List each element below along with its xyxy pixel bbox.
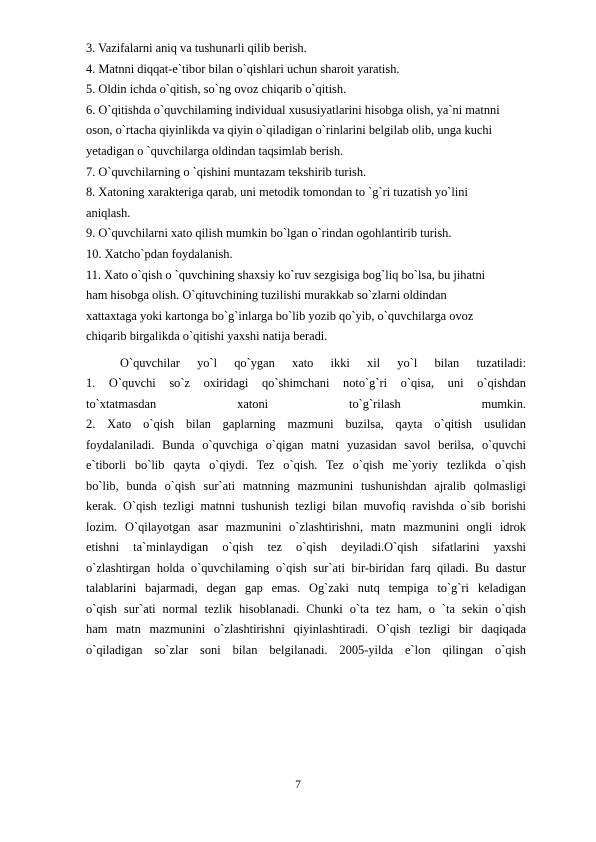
- paragraph-line: e`tiborli bo`lib qayta o`qiydi. Tez o`qish. Tez o`qish me`yoriy tezlikda o`qish: [86, 458, 526, 473]
- list-line: 5. Oldin ichda o`qitish, so`ng ovoz chiqarib o`qitish.: [86, 82, 347, 97]
- list-line: 8. Xatoning xarakteriga qarab, uni metodik tomondan to `g`ri tuzatish yo`lini: [86, 185, 468, 200]
- list-line: 4. Matnni diqqat-e`tibor bilan o`qishlari uchun sharoit yaratish.: [86, 61, 400, 76]
- paragraph-line: o`zlashtirgan holda o`quvchilaming o`qish sur`ati bir-biridan farq qiladi. Bu dastur: [86, 560, 526, 575]
- paragraph-line: O`quvchilar yo`l qo`ygan xato ikki xil yo`l bilan tuzatiladi:: [120, 355, 526, 370]
- page-number: 7: [295, 779, 301, 791]
- body-paragraph: [86, 353, 526, 661]
- list-line: 10. Xatcho`pdan foydalanish.: [86, 246, 233, 261]
- paragraph-line: kerak. O`qish tezligi matnni tushunish tezligi bilan muvofiq ravishda o`sib borishi: [86, 499, 526, 514]
- list-line: oson, o`rtacha qiyinlikda va qiyin o`qiladigan o`rinlarini belgilab olib, unga kuchi: [86, 123, 493, 138]
- list-line: 6. O`qitishda o`quvchilaming individual xususiyatlarini hisobga olish, ya`ni matnni: [86, 102, 500, 117]
- paragraph-line: o`qish sur`ati normal tezlik hisoblanadi. Chunki o`ta tez ham, o `ta sekin o`qish: [86, 601, 526, 616]
- list-line: 11. Xato o`qish o `quvchining shaxsiy ko`ruv sezgisiga bog`liq bo`lsa, bu jihatni: [86, 267, 486, 282]
- paragraph-line: etishni ta`minlaydigan o`qish tez o`qish deyiladi.O`qish sifatlarini yaxshi: [86, 540, 526, 555]
- paragraph-line: lozim. O`qilayotgan asar mazmunini o`zlashtirishni, matn mazmunini ongli idrok: [86, 519, 526, 534]
- recommendation-list: [86, 38, 526, 347]
- list-line: xattaxtaga yoki kartonga bo`g`inlarga bo`lib yozib qo`yib, o`quvchilarga ovoz: [86, 308, 474, 323]
- paragraph-line: to`xtatmasdan xatoni to`g`rilash mumkin.: [86, 396, 526, 411]
- list-line: yetadigan o `quvchilarga oldindan taqsimlab berish.: [86, 143, 344, 158]
- list-line: 9. O`quvchilarni xato qilish mumkin bo`lgan o`rindan ogohlantirib turish.: [86, 226, 452, 241]
- paragraph-line: ham matn mazmunini o`zlashtirishni qiyinlashtiradi. O`qish tezligi bir daqiqada: [86, 622, 526, 637]
- paragraph-line: bo`lib, bunda o`qish sur`ati matnning mazmunini tushunishdan ajralib qolmasligi: [86, 478, 526, 493]
- paragraph-line: talablarini bajarmadi, degan gap emas. Og`zaki nutq tempiga to`g`ri keladigan: [86, 581, 526, 596]
- paragraph-line: 2. Xato o`qish bilan gaplarning mazmuni buzilsa, qayta o`qitish usulidan: [86, 417, 526, 432]
- paragraph-line: 1. O`quvchi so`z oxiridagi qo`shimchani noto`g`ri o`qisa, uni o`qishdan: [86, 376, 526, 391]
- list-line: 3. Vazifalarni aniq va tushunarli qilib berish.: [86, 41, 307, 55]
- list-line: 7. O`quvchilarning o `qishini muntazam tekshirib turish.: [86, 164, 367, 179]
- list-line: aniqlash.: [86, 205, 131, 220]
- paragraph-line: o`qiladigan so`zlar soni bilan belgilanadi. 2005-yilda e`lon qilingan o`qish: [86, 642, 526, 657]
- document-page: [86, 38, 526, 660]
- list-line: chiqarib birgalikda o`qitishi yaxshi natija beradi.: [86, 329, 328, 344]
- paragraph-line: foydalaniladi. Bunda o`quvchiga o`qigan matni yuzasidan savol berilsa, o`quvchi: [86, 437, 526, 452]
- list-line: ham hisobga olish. O`qituvchining tuzilishi murakkab so`zlarni oldindan: [86, 288, 447, 303]
